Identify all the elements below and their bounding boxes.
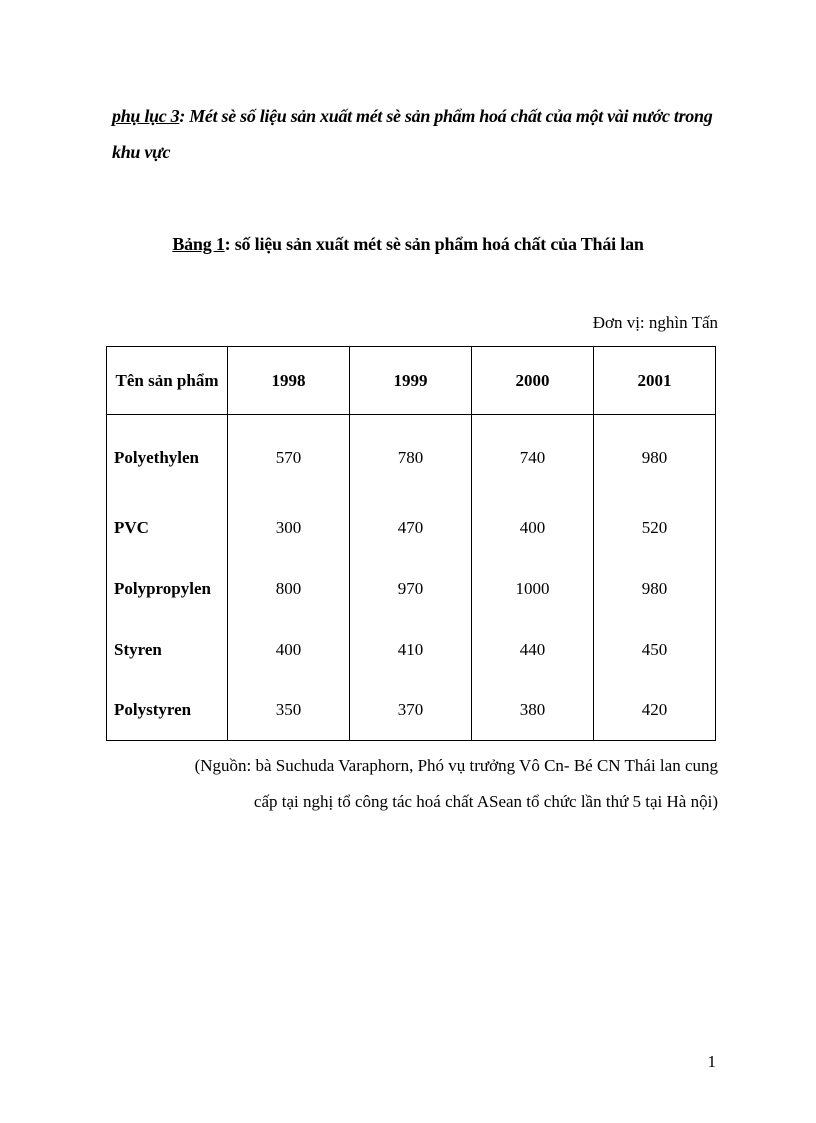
header-product-name: Tên sản phẩm xyxy=(107,347,228,415)
table-cell: 450 xyxy=(594,619,716,680)
table-cell: 980 xyxy=(594,558,716,619)
table-cell: 410 xyxy=(350,619,472,680)
table-row xyxy=(107,619,716,680)
table-cell: 440 xyxy=(472,619,594,680)
table-cell: 780 xyxy=(350,415,472,498)
product-name: Polyethylen xyxy=(107,415,228,498)
header-year: 1998 xyxy=(228,347,350,415)
table-cell: 400 xyxy=(228,619,350,680)
table-label: Bảng 1 xyxy=(172,234,225,254)
page-number: 1 xyxy=(707,1052,716,1071)
header-year: 2001 xyxy=(594,347,716,415)
source-note xyxy=(140,748,718,820)
table-cell: 1000 xyxy=(472,558,594,619)
source-line: cấp tại nghị tổ công tác hoá chất ASean tổ chức lần thứ 5 tại Hà nội) xyxy=(253,792,718,811)
header-year: 2000 xyxy=(472,347,594,415)
appendix-label: phụ lục 3 xyxy=(112,106,180,126)
table-cell: 740 xyxy=(472,415,594,498)
table-cell: 400 xyxy=(472,497,594,558)
table-title xyxy=(0,234,816,255)
source-line: (Nguồn: bà Suchuda Varaphorn, Phó vụ trưởng Vô Cn- Bé CN Thái lan cung xyxy=(194,756,718,775)
table-row xyxy=(107,415,716,498)
table-row xyxy=(107,680,716,741)
table-cell: 370 xyxy=(350,680,472,741)
table-cell: 980 xyxy=(594,415,716,498)
table-cell: 570 xyxy=(228,415,350,498)
table-cell: 520 xyxy=(594,497,716,558)
product-name: Polystyren xyxy=(107,680,228,741)
table-cell: 470 xyxy=(350,497,472,558)
unit-note: Đơn vị: nghìn Tấn xyxy=(592,313,718,332)
appendix-heading xyxy=(112,98,720,170)
table-row xyxy=(107,558,716,619)
table-cell: 970 xyxy=(350,558,472,619)
table-cell: 380 xyxy=(472,680,594,741)
product-name: PVC xyxy=(107,497,228,558)
product-name: Styren xyxy=(107,619,228,680)
table-title-text: : số liệu sản xuất mét sè sản phẩm hoá chất của Thái lan xyxy=(224,234,644,254)
production-table xyxy=(106,346,716,741)
table-header-row xyxy=(107,347,716,415)
table-cell: 350 xyxy=(228,680,350,741)
table-cell: 800 xyxy=(228,558,350,619)
appendix-title: : Mét sè số liệu sản xuất mét sè sản phẩm hoá chất của một vài nước trong khu vực xyxy=(112,106,713,162)
header-year: 1999 xyxy=(350,347,472,415)
table-cell: 420 xyxy=(594,680,716,741)
table-row xyxy=(107,497,716,558)
product-name: Polypropylen xyxy=(107,558,228,619)
table-cell: 300 xyxy=(228,497,350,558)
